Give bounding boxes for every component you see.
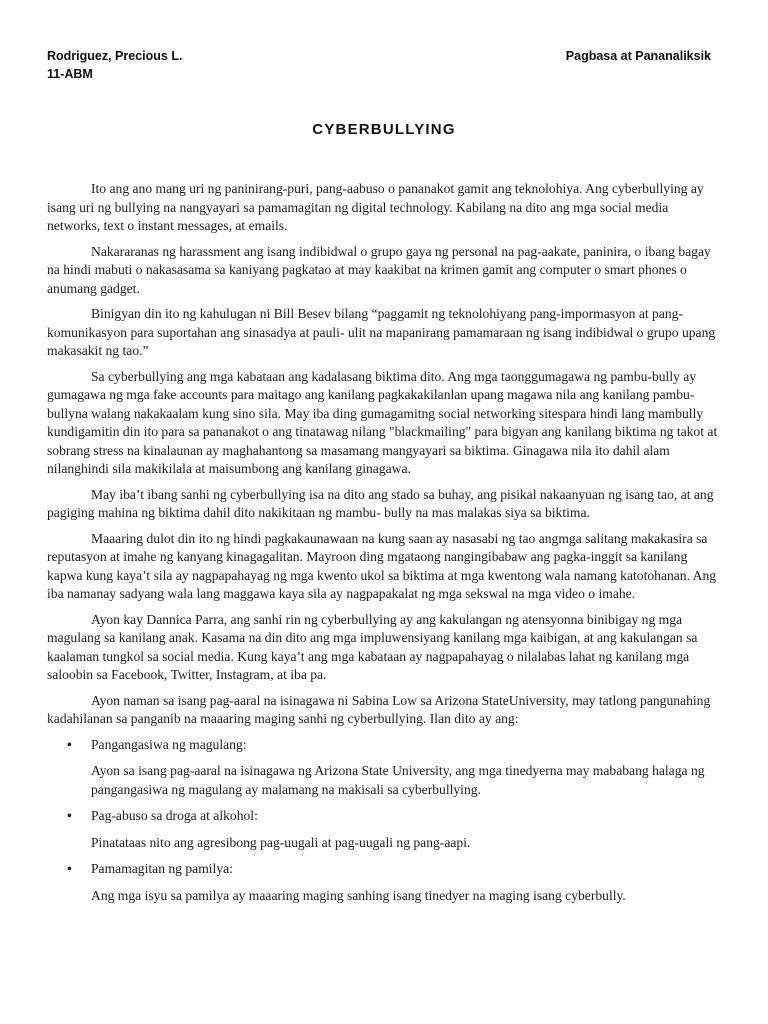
bullet-text: Pinatataas nito ang agresibong pag-uugali at pag-uugali ng pang-aapi. bbox=[91, 834, 471, 850]
bullet-icon: • bbox=[67, 736, 72, 752]
paragraph: Ayon naman sa isang pag-aaral na isinagawa ni Sabina Low sa Arizona StateUniversity, may tatlong pangunahing kadahilanan sa panganib na maaaring maging sanhi ng cyberbullying. Ilan dito ay ang: bbox=[47, 692, 711, 726]
bullet-icon: • bbox=[67, 861, 72, 876]
bullet-label: Pamamagitan ng pamilya: bbox=[91, 861, 233, 876]
bullet-icon: • bbox=[67, 808, 72, 823]
bullet-item bbox=[47, 736, 719, 755]
bullet-text: Ayon sa isang pag-aaral na isinagawa ng Arizona State University, ang mga tinedyerna may mababang halaga ng pangangasiwa ng magulang ay malamang na makisali sa cyberbullying. bbox=[91, 763, 705, 797]
bullet-item bbox=[47, 807, 719, 826]
paragraph: Binigyan din ito ng kahulugan ni Bill Besev bilang “paggamit ng teknolohiyang pang-impormasyon at pang-komunikasyon para suportahan ang sinasadya at pauli- ulit na mapanirang pamamaraan ng isang indibidwal o grupo upang makasakit ng tao.” bbox=[47, 306, 716, 358]
bullet-label: Pag-abuso sa droga at alkohol: bbox=[91, 808, 258, 823]
author-name: Rodriguez, Precious L. bbox=[47, 49, 183, 63]
subject-label: Pagbasa at Pananaliksik bbox=[565, 49, 711, 63]
author-block bbox=[47, 47, 182, 83]
paragraph: Nakararanas ng harassment ang isang indibidwal o grupo gaya ng personal na pag-aakate, paninira, o ibang bagay na hindi mabuti o nakasasama sa kaniyang pagkatao at may kaakibat na krimen gamit ang computer o smart phones o anumang gadget. bbox=[47, 243, 711, 296]
paragraph: Maaaring dulot din ito ng hindi pagkakaunawaan na kung saan ay nasasabi ng tao angmga salitang makakasira sa reputasyon at imahe ng kanyang kinagagalitan. Mayroon ding mgataong nangingibabaw ang pagka-inggit sa kanilang kapwa kung kaya’t sila ay nagpapahayag ng mga kwento ukol sa biktima at mga kwentong wala namang katotohanan. Ang iba namanay sadyang wala lang maggawa kaya sila ay nagpapakalat ng mga sekswal na mga video o imahe. bbox=[47, 530, 717, 601]
paragraph: May iba’t ibang sanhi ng cyberbullying isa na dito ang stado sa buhay, ang pisikal nakaanyuan ng isang tao, at ang pagiging mahina ng biktima dahil dito nakikitaan ng mambu- bully na mas malakas siya sa biktima. bbox=[47, 486, 714, 520]
document-title: CYBERBULLYING bbox=[312, 121, 456, 138]
bullet-label: Pangangasiwa ng magulang: bbox=[91, 736, 247, 752]
paragraph: Ito ang ano mang uri ng paninirang-puri, pang-aabuso o pananakot gamit ang teknolohiya. Ang cyberbullying ay isang uri ng bullying na nangyayari sa pamamagitan ng digital technology. Kabilang na dito ang mga social media networks, text o instant messages, at emails. bbox=[47, 181, 704, 233]
paragraph: Ayon kay Dannica Parra, ang sanhi rin ng cyberbullying ay ang kakulangan ng atensyonna binibigay ng mga magulang sa kanilang anak. Kasama na din dito ang mga impluwensiyang kanilang mga kaibigan, at ang kakulangan sa kaalaman tungkol sa social media. Kung kaya’t ang mga kabataan ay nagpapahayag o nilalabas lahat ng kanilang mga saloobin sa Facebook, Twitter, Instagram, at iba pa. bbox=[47, 611, 698, 682]
author-section: 11-ABM bbox=[47, 67, 93, 81]
bullet-item bbox=[47, 860, 719, 879]
paragraph: Sa cyberbullying ang mga kabataan ang kadalasang biktima dito. Ang mga taonggumagawa ng pambu-bully ay gumagawa ng mga fake accounts para maitago ang kanilang pagkakakilanlan upang magawa nila ang kanilang pambu-bullyna walang nakakaalam kung sino sila. May iba ding gumagamitng social networking sitespara hindi lang mambully kundigamitin din ito para sa pananakot o ang tinatawag nilang "blackmailing" para bigyan ang kanilang biktima ng takot at sobrang stress na kinalaunan ay maghahantong sa masamang mangyayari sa biktima. Ginagawa nila ito dahil alam nilanghindi sila makikilala at maisumbong ang kanilang ginagawa. bbox=[47, 368, 718, 476]
document-body bbox=[47, 180, 719, 913]
bullet-text: Ang mga isyu sa pamilya ay maaaring maging sanhing isang tinedyer na maging isang cyberbully. bbox=[91, 887, 626, 903]
